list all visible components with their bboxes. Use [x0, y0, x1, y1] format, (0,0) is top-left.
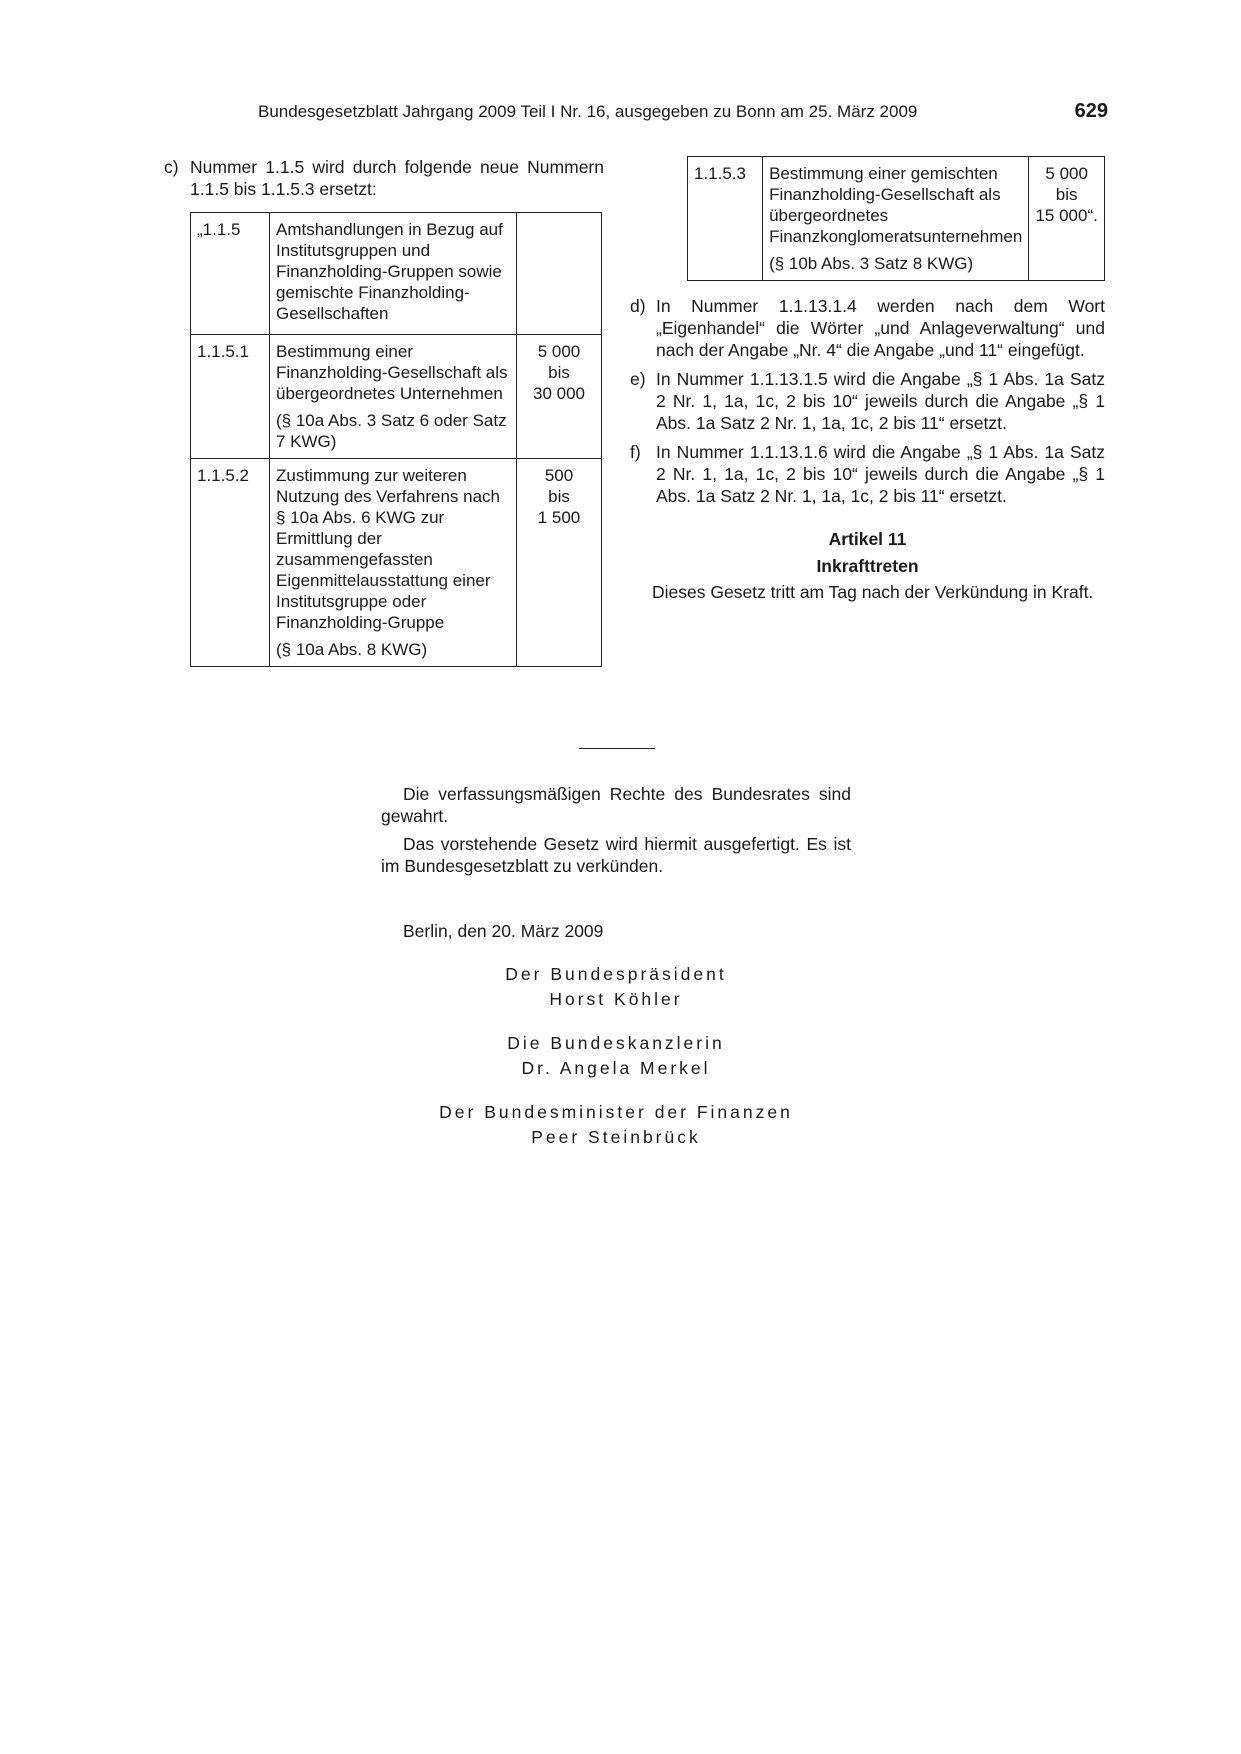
list-item-d [630, 295, 1105, 361]
table-cell-number: 1.1.5.3 [688, 157, 763, 281]
legal-reference: (§ 10a Abs. 8 KWG) [276, 640, 428, 659]
signature-block-chancellor [381, 1031, 851, 1081]
signatory-office: Der Bundespräsident [505, 964, 727, 984]
table-row [688, 157, 1105, 281]
amount-to: 30 000 [533, 384, 585, 403]
header-title: Bundesgesetzblatt Jahrgang 2009 Teil I Nr. 16, ausgegeben zu Bonn am 25. März 2009 [258, 102, 918, 121]
table-cell-description [270, 213, 517, 335]
item-text: In Nummer 1.1.13.1.4 werden nach dem Wort „Eigenhandel“ die Wörter „und Anlageverwaltung“ und nach der Angabe „Nr. 4“ die Angabe „und 11“ eingefügt. [656, 296, 1105, 360]
signatory-name: Dr. Angela Merkel [521, 1058, 711, 1078]
amount-bis: bis [548, 363, 570, 382]
item-text: Nummer 1.1.5 wird durch folgende neue Nummern 1.1.5 bis 1.1.5.3 ersetzt: [190, 157, 604, 199]
table-row [191, 213, 602, 335]
table-cell-description [270, 335, 517, 459]
closing-paragraph-2: Das vorstehende Gesetz wird hiermit ausgefertigt. Es ist im Bundesgesetzblatt zu verkünden. [381, 834, 851, 876]
article-title: Inkrafttreten [816, 556, 919, 576]
section-divider [579, 748, 655, 749]
list-item-e [630, 368, 1105, 434]
amount-bis: bis [1055, 185, 1078, 204]
right-column [630, 156, 1105, 603]
signature-block-president [381, 962, 851, 1012]
signatory-office: Der Bundesminister der Finanzen [439, 1102, 793, 1122]
table-cell-description [270, 459, 517, 667]
place-date: Berlin, den 20. März 2009 [403, 921, 604, 941]
table-cell-description [763, 157, 1029, 281]
item-marker: d) [630, 296, 646, 316]
table-cell-number: „1.1.5 [191, 213, 270, 335]
description-text: Bestimmung einer Finanzholding-Gesellschaft als übergeordnetes Unternehmen [276, 342, 508, 403]
closing-formula [381, 783, 851, 883]
table-cell-amount [517, 213, 602, 335]
table-row [191, 335, 602, 459]
table-row [191, 459, 602, 667]
description-text: Zustimmung zur weiteren Nutzung des Verfahrens nach § 10a Abs. 6 KWG zur Ermittlung der zusammengefassten Eigenmittelausstattung einer Institutsgruppe oder Finanzholding-Gruppe [276, 466, 500, 632]
amount-from: 5 000 [537, 342, 581, 361]
amount-to: 15 000“. [1035, 206, 1098, 225]
table-cell-amount [517, 335, 602, 459]
legal-reference: (§ 10a Abs. 3 Satz 6 oder Satz 7 KWG) [276, 411, 507, 451]
article-number: Artikel 11 [828, 529, 907, 549]
table-cell-amount [517, 459, 602, 667]
article-text: Dieses Gesetz tritt am Tag nach der Verkündung in Kraft. [652, 582, 1094, 602]
table-cell-amount [1029, 157, 1105, 281]
description-text: Amtshandlungen in Bezug auf Institutsgruppen und Finanzholding-Gruppen sowie gemischte Finanzholding-Gesellschaften [276, 220, 503, 323]
table-cell-number: 1.1.5.2 [191, 459, 270, 667]
amount-bis: bis [548, 487, 570, 506]
list-item-c [164, 156, 604, 200]
signatory-office: Die Bundeskanzlerin [507, 1033, 725, 1053]
amount-from: 5 000 [1045, 164, 1088, 183]
item-marker: e) [630, 369, 646, 389]
signature-block-finance-minister [381, 1100, 851, 1150]
fee-table-left [190, 212, 602, 667]
left-column [164, 156, 604, 667]
signatory-name: Peer Steinbrück [531, 1127, 701, 1147]
amount-to: 1 500 [537, 508, 581, 527]
page-header [258, 100, 1108, 124]
item-text: In Nummer 1.1.13.1.5 wird die Angabe „§ 1 Abs. 1a Satz 2 Nr. 1, 1a, 1c, 2 bis 10“ jeweils durch die Angabe „§ 1 Abs. 1a Satz 2 Nr. 1, 1a, 1c, 2 bis 11“ ersetzt. [656, 369, 1105, 433]
legal-reference: (§ 10b Abs. 3 Satz 8 KWG) [769, 254, 974, 273]
list-item-f [630, 441, 1105, 507]
item-marker: f) [630, 442, 641, 462]
amendment-list [630, 295, 1105, 507]
item-text: In Nummer 1.1.13.1.6 wird die Angabe „§ 1 Abs. 1a Satz 2 Nr. 1, 1a, 1c, 2 bis 10“ jeweils durch die Angabe „§ 1 Abs. 1a Satz 2 Nr. 1, 1a, 1c, 2 bis 11“ ersetzt. [656, 442, 1105, 506]
description-text: Bestimmung einer gemischten Finanzholding-Gesellschaft als übergeordnetes Finanzkonglomeratsunternehmen [769, 164, 1023, 246]
amount-from: 500 [544, 466, 574, 485]
signatory-name: Horst Köhler [549, 989, 683, 1009]
item-marker: c) [164, 157, 179, 177]
closing-paragraph-1: Die verfassungsmäßigen Rechte des Bundesrates sind gewahrt. [381, 784, 851, 826]
fee-table-right [687, 156, 1105, 281]
table-cell-number: 1.1.5.1 [191, 335, 270, 459]
page-number: 629 [1074, 100, 1108, 122]
